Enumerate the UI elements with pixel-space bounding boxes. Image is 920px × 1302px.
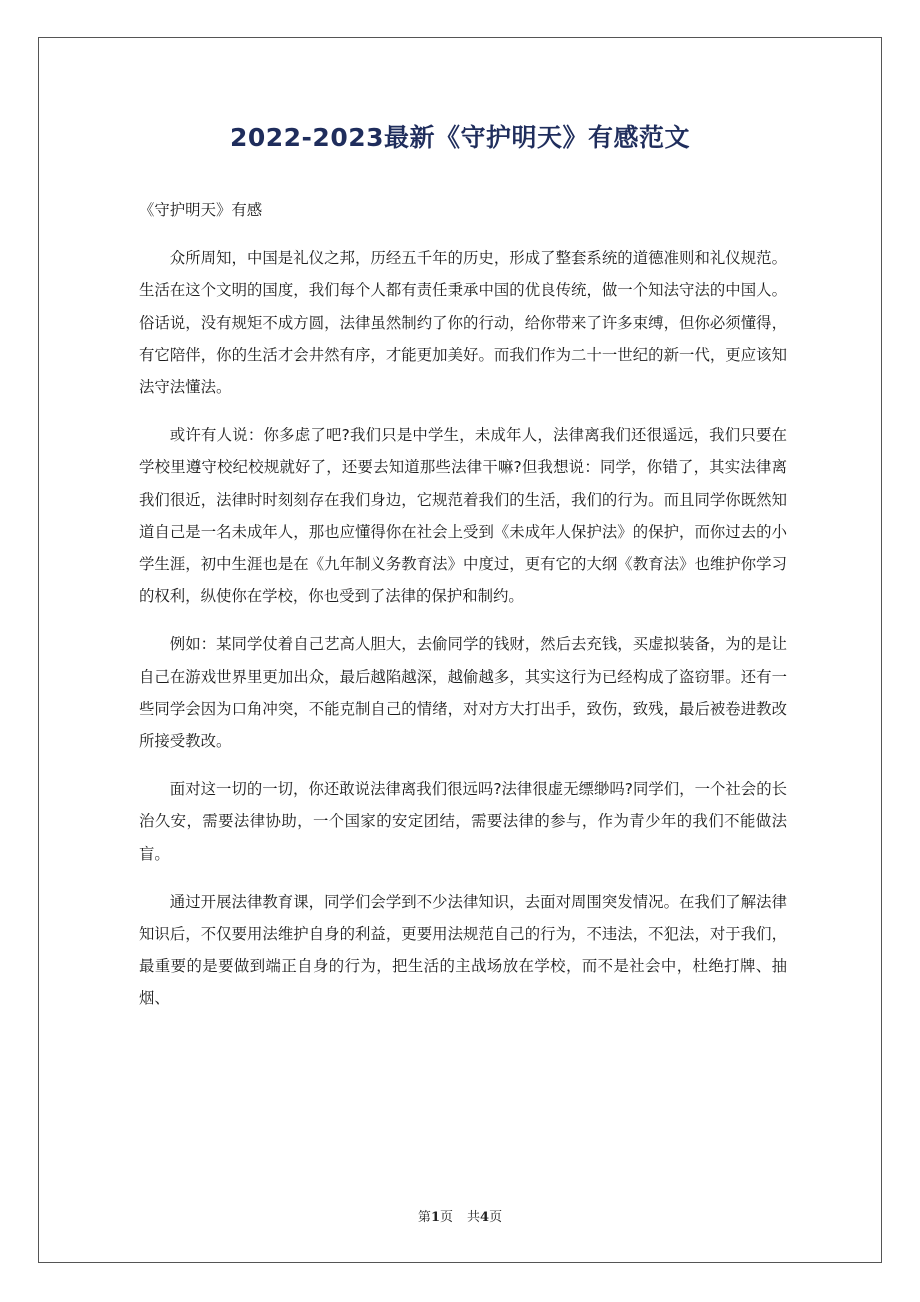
paragraph: 或许有人说：你多虑了吧?我们只是中学生，未成年人，法律离我们还很遥远，我们只要在学校里遵守校纪校规就好了，还要去知道那些法律干嘛?但我想说：同学，你错了，其实法律离我们很近，法律时时刻刻存在我们身边，它规范着我们的生活，我们的行为。而且同学你既然知道自己是一名未成年人，那也应懂得你在社会上受到《未成年人保护法》的保护，而你过去的小学生涯，初中生涯也是在《九年制义务教育法》中度过，更有它的大纲《教育法》也维护你学习的权利，纵使你在学校，你也受到了法律的保护和制约。: [139, 426, 787, 606]
total-prefix: 共: [467, 1210, 481, 1225]
paragraph: 众所周知，中国是礼仪之邦，历经五千年的历史，形成了整套系统的道德准则和礼仪规范。生活在这个文明的国度，我们每个人都有责任秉承中国的优良传统，做一个知法守法的中国人。俗话说，没有规矩不成方圆，法律虽然制约了你的行动，给你带来了许多束缚，但你必须懂得，有它陪伴，你的生活才会井然有序，才能更加美好。而我们作为二十一世纪的新一代，更应该知法守法懂法。: [139, 249, 787, 397]
paragraph: 面对这一切的一切，你还敢说法律离我们很远吗?法律很虚无缥缈吗?同学们，一个社会的长治久安，需要法律协助，一个国家的安定团结，需要法律的参与，作为青少年的我们不能做法盲。: [139, 780, 787, 863]
paragraph: 通过开展法律教育课，同学们会学到不少法律知识，去面对周围突发情况。在我们了解法律知识后，不仅要用法维护自身的利益，更要用法规范自己的行为，不违法，不犯法，对于我们，最重要的是要做到端正自身的行为，把生活的主战场放在学校，而不是社会中，杜绝打牌、抽烟、: [139, 892, 787, 1008]
document-subtitle: 《守护明天》有感: [139, 201, 263, 219]
document-body: [139, 194, 787, 1031]
page-suffix: 页: [439, 1210, 453, 1225]
document-title: 2022-2023最新《守护明天》有感范文: [229, 123, 691, 152]
total-page-count: 4: [480, 1210, 490, 1225]
paragraph: 例如：某同学仗着自己艺高人胆大，去偷同学的钱财，然后去充钱，买虚拟装备，为的是让自己在游戏世界里更加出众，最后越陷越深，越偷越多，其实这行为已经构成了盗窃罪。还有一些同学会因为口角冲突，不能克制自己的情绪，对对方大打出手，致伤，致残，最后被卷进教改所接受教改。: [139, 635, 787, 751]
page-prefix: 第: [417, 1210, 431, 1225]
page-footer: [38, 1206, 882, 1225]
total-suffix: 页: [489, 1210, 503, 1225]
current-page-number: 1: [430, 1210, 440, 1225]
